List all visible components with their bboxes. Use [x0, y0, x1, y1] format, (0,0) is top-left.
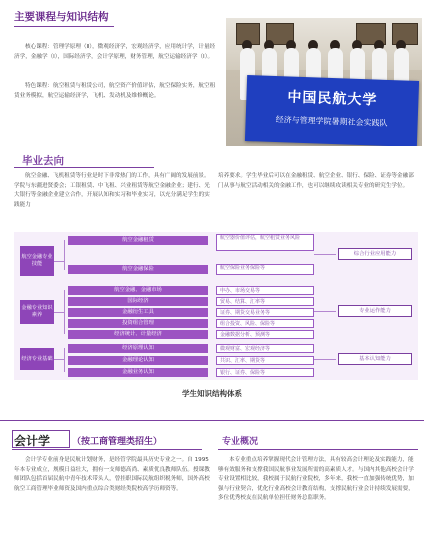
banner-team-name: 经济与管理学院暑期社会实践队: [275, 115, 388, 128]
diagram-group1-detail: 航空保险业务保险等: [216, 264, 314, 275]
diagram-group2-item: 金融衍生工具: [68, 308, 208, 317]
diagram-group3-ability: 基本认知能力: [338, 353, 412, 365]
diagram-group1-ability: 综合行业应用能力: [338, 248, 412, 260]
diagram-group2-detail: 组合投资、风险、保险等: [216, 319, 314, 328]
accounting-top-line: [0, 420, 424, 421]
overview-title: 专业概况: [222, 437, 259, 447]
diagram-group3-detail: 共识、汇率、期货等: [216, 356, 314, 365]
knowledge-structure-diagram: [14, 232, 418, 380]
overview-title-underline: [218, 449, 418, 450]
accounting-title-box: [12, 430, 70, 448]
diagram-group3-item: 金融理论认知: [68, 356, 208, 365]
accounting-text-left: 会计学专业前身是民航计划财务，是经管学院最具历史专业之一。自 1995 年本专业成立，规模日益壮大，拥有一支师德高尚、素质优良教师队伍。授课教师团队包括首届民航中青年技术带头人，曾挂职国际民航组织税务师，国外高校航空工商管理毕业师资及国内重点综合类财经类院校高学历师资等。: [14, 457, 210, 492]
diagram-group3-detail: 银行、证券、保险等: [216, 368, 314, 377]
diagram-group3-detail: 微观财富、宏观经济等: [216, 344, 314, 353]
diagram-group2-item: 航空金融、金融市场: [68, 286, 208, 295]
diagram-caption: 学生知识结构体系: [182, 389, 242, 398]
accounting-text-right: 本专业重点培养掌握现代会计管理方法，具有较高会计理论及实践能力，能够有效服务和支撑我国民航事业发展所需的高素质人才。与国内其他高校会计学专业设置相比较，我校属于民航行业院校，多年来，我校一直加强传统优势，加强与行业契合，优化行业高校会计教育结构，支撑民航行业会计持续发展需要，多位优秀校友在民航单位担任财务总监职务。: [218, 457, 414, 502]
accounting-subtitle: （按工商管理类招生）: [72, 437, 163, 447]
diagram-group1-item: 航空金融保险: [68, 265, 208, 274]
diagram-group1-category: 航空金融专业技能: [20, 246, 54, 276]
diagram-group3-item: 金融业务认知: [68, 368, 208, 377]
diagram-group2-detail: 金融数据分析、预测等: [216, 330, 314, 339]
careers-title-underline: [14, 167, 154, 168]
careers-text-right: 培养要求。学生毕业后可以在金融租赁、航空企业、银行、保险、证券等金融部门从事与航空活动相关的金融工作，也可以继续攻读相关专业的研究生学位。: [218, 173, 414, 189]
diagram-group1-detail: 航空器价值评估，航空租赁业务风险: [216, 234, 314, 251]
careers-title: 毕业去向: [22, 155, 64, 167]
diagram-group2-category: 金融专业知识素养: [20, 300, 54, 324]
section-careers: [0, 150, 424, 230]
courses-title-underline: [14, 26, 114, 27]
diagram-group2-detail: 证券、期货交易业务等: [216, 308, 314, 317]
core-courses-text: 核心课程：管理学原理（Ⅱ），微观经济学，宏观经济学，应用统计学，计量经济学，金融学（Ⅰ），国际经济学，会计学原理，财务管理，航空运输经济学（Ⅰ）。: [14, 44, 216, 60]
university-banner: [245, 75, 419, 146]
diagram-group2-item: 投资组合管理: [68, 319, 208, 328]
courses-title: 主要课程与知识结构: [14, 11, 109, 23]
diagram-group2-ability: 专业运作能力: [338, 305, 412, 317]
diagram-group1-item: 航空金融租赁: [68, 236, 208, 245]
accounting-title-underline: [12, 449, 202, 450]
diagram-group2-item: 经济统计、计量经济: [68, 330, 208, 339]
diagram-group2-detail: 贸易、结算、汇率等: [216, 297, 314, 306]
feature-courses-text: 特色课程：航空租赁与租赁公司，航空资产价值评估，航空保险实务，航空租赁业务模拟，航空运输经济学，飞机、发动机及维修概论。: [14, 83, 216, 99]
careers-text-left: 航空金融、飞机租赁等行业是时下非常热门的工作，具有广阔的发展前景。学院与东疆进贤委会；工银租赁、中飞租、兴业租赁等航空金融企业；建行、光大银行等金融企业建立合作，开展认知和实习和毕业实习，以充分满足学生的实践能力: [14, 173, 210, 208]
diagram-group3-item: 经济原理认知: [68, 344, 208, 353]
banner-university-name: 中国民航大学: [287, 89, 378, 109]
diagram-group2-detail: 申办、市场交易等: [216, 286, 314, 295]
diagram-group3-category: 经济专业基础: [20, 348, 54, 370]
section-accounting: [0, 420, 424, 553]
diagram-group2-item: 国际经济: [68, 297, 208, 306]
group-photo: [226, 18, 422, 146]
accounting-title: 会计学: [14, 434, 51, 448]
